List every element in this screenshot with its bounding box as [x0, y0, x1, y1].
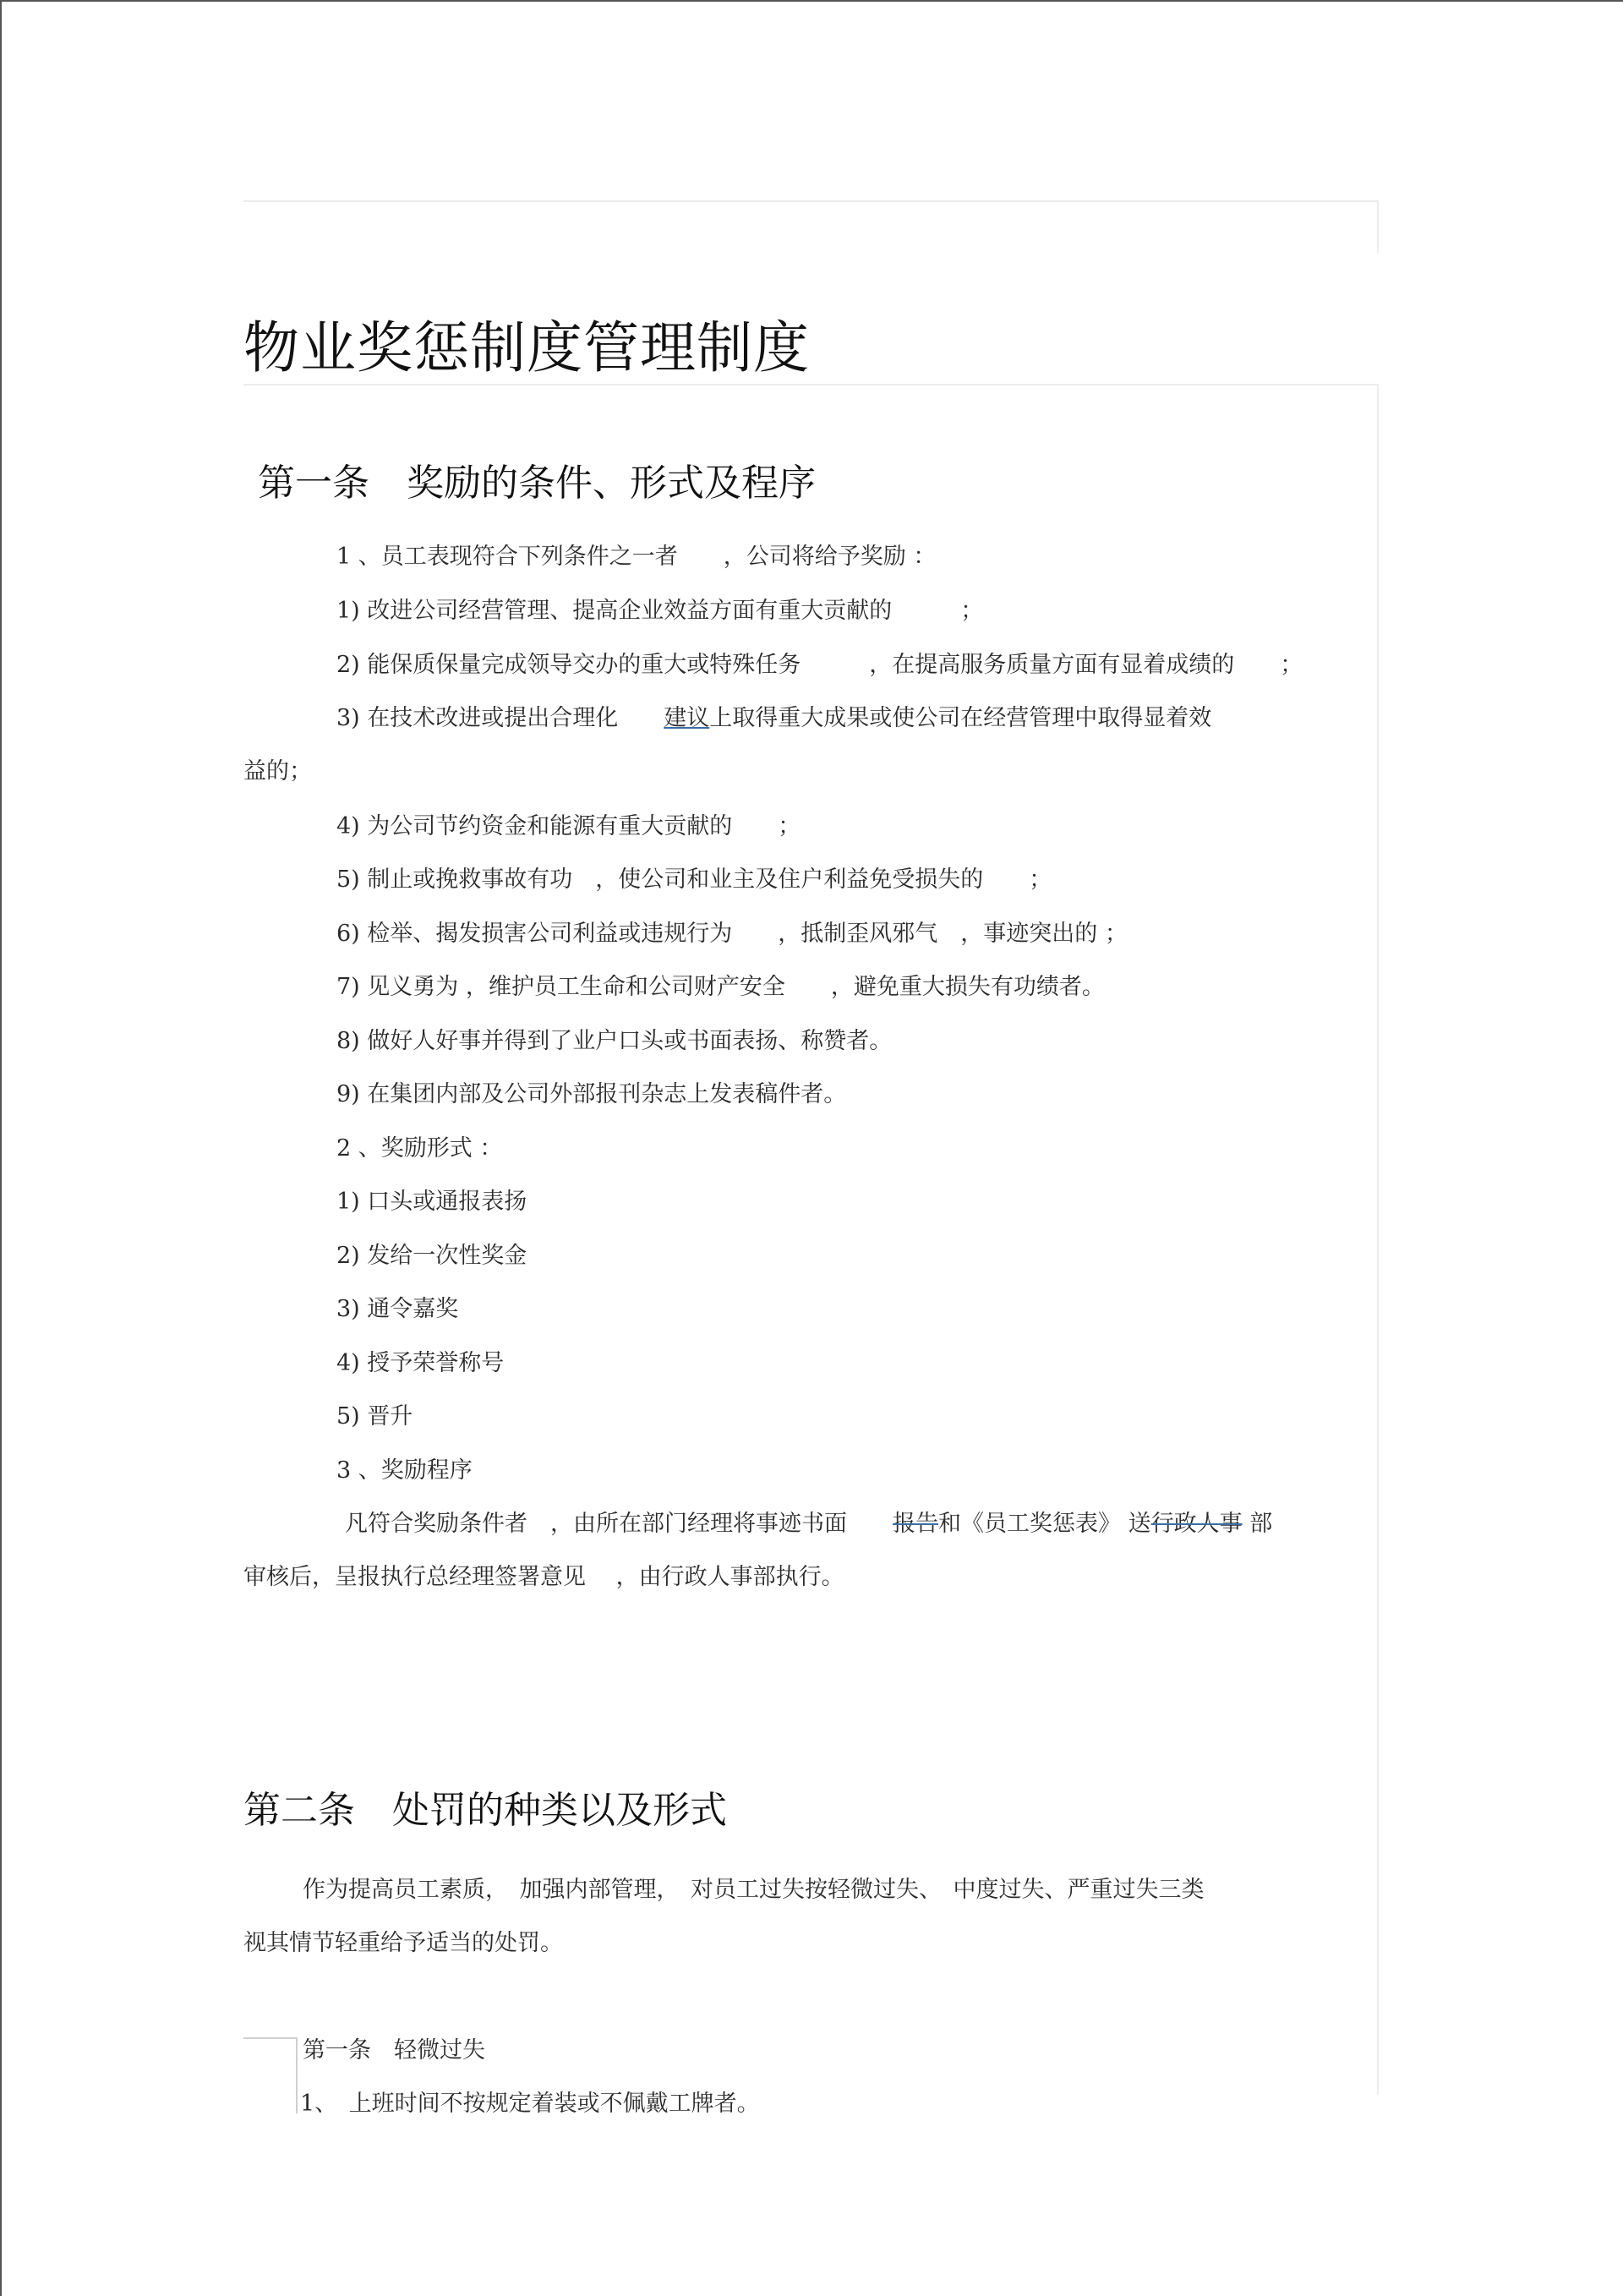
- condition-item-3-continuation: 益的；: [243, 758, 312, 784]
- reward-procedure-line-1: [345, 1505, 1272, 1538]
- subsection-bracket-horizontal: [243, 2037, 296, 2039]
- penalty-intro-line-2: 视其情节轻重给予适当的处罚。: [243, 1930, 563, 1956]
- condition-item-3-text: 3) 在技术改进或提出合理化: [336, 705, 664, 731]
- reward-form-3: 3) 通令嘉奖: [336, 1296, 459, 1322]
- condition-item-1: 1) 改进公司经营管理、提高企业效益方面有重大贡献的 ；: [336, 598, 984, 624]
- condition-item-5: 5) 制止或挽救事故有功 ，使公司和业主及住户利益免受损失的 ；: [336, 866, 1052, 893]
- condition-item-6: 6) 检举、揭发损害公司利益或违规行为 ，抵制歪风邪气 ，事迹突出的 ；: [336, 921, 1128, 947]
- suggestion-link[interactable]: 建议: [664, 705, 710, 731]
- section-2-heading: 第二条 处罚的种类以及形式: [243, 1789, 727, 1832]
- reward-form-1: 1) 口头或通报表扬: [336, 1189, 527, 1215]
- document-title: 物业奖惩制度管理制度: [243, 315, 810, 380]
- title-rule: [243, 384, 1378, 385]
- reward-procedure-line-2: 审核后，呈报执行总经理签署意见 ，由行政人事部执行。: [243, 1564, 844, 1590]
- reward-form-4: 4) 授予荣誉称号: [336, 1350, 505, 1376]
- procedure-strike-report: 报告: [893, 1511, 938, 1537]
- penalty-intro-line-1: 作为提高员工素质， 加强内部管理， 对员工过失按轻微过失、 中度过失、严重过失三类: [303, 1877, 1205, 1903]
- subsection-bracket-vertical: [296, 2037, 298, 2113]
- procedure-strike-hr: 行政人事: [1150, 1511, 1243, 1537]
- minor-fault-heading: 第一条 轻微过失: [303, 2037, 485, 2064]
- header-margin-line: [1377, 200, 1379, 253]
- minor-fault-item-1: 1、 上班时间不按规定着装或不佩戴工牌者。: [300, 2091, 760, 2117]
- procedure-text-a: 凡符合奖励条件者 ，由所在部门经理将事迹书面: [345, 1511, 847, 1537]
- condition-item-3-rest: 上取得重大成果或使公司在经营管理中取得显着效: [709, 705, 1212, 731]
- procedure-text-c: 和《员工奖惩表》 送: [938, 1511, 1151, 1537]
- section-1-heading: 第一条 奖励的条件、形式及程序: [258, 462, 816, 505]
- condition-item-9: 9) 在集团内部及公司外部报刊杂志上发表稿件者。: [336, 1081, 847, 1107]
- condition-item-2: 2) 能保质保量完成领导交办的重大或特殊任务 ，在提高服务质量方面有显着成绩的 ；: [336, 652, 1303, 678]
- procedure-text-e: 部: [1249, 1511, 1273, 1537]
- content-margin-line: [1377, 384, 1379, 2095]
- condition-item-7: 7) 见义勇为 ，维护员工生命和公司财产安全 ，避免重大损失有功绩者。: [336, 974, 1105, 1000]
- reward-forms-heading: 2 、奖励形式 ：: [336, 1135, 503, 1162]
- condition-item-3: [336, 699, 1211, 732]
- condition-item-8: 8) 做好人好事并得到了业户口头或书面表扬、称赞者。: [336, 1028, 893, 1054]
- condition-intro: 1 、员工表现符合下列条件之一者 ，公司将给予奖励 ：: [336, 544, 937, 570]
- header-rule: [243, 200, 1378, 202]
- reward-procedure-heading: 3 、奖励程序: [336, 1457, 473, 1484]
- reward-form-2: 2) 发给一次性奖金: [336, 1243, 527, 1269]
- reward-form-5: 5) 晋升: [336, 1403, 413, 1430]
- condition-item-4: 4) 为公司节约资金和能源有重大贡献的 ；: [336, 813, 801, 839]
